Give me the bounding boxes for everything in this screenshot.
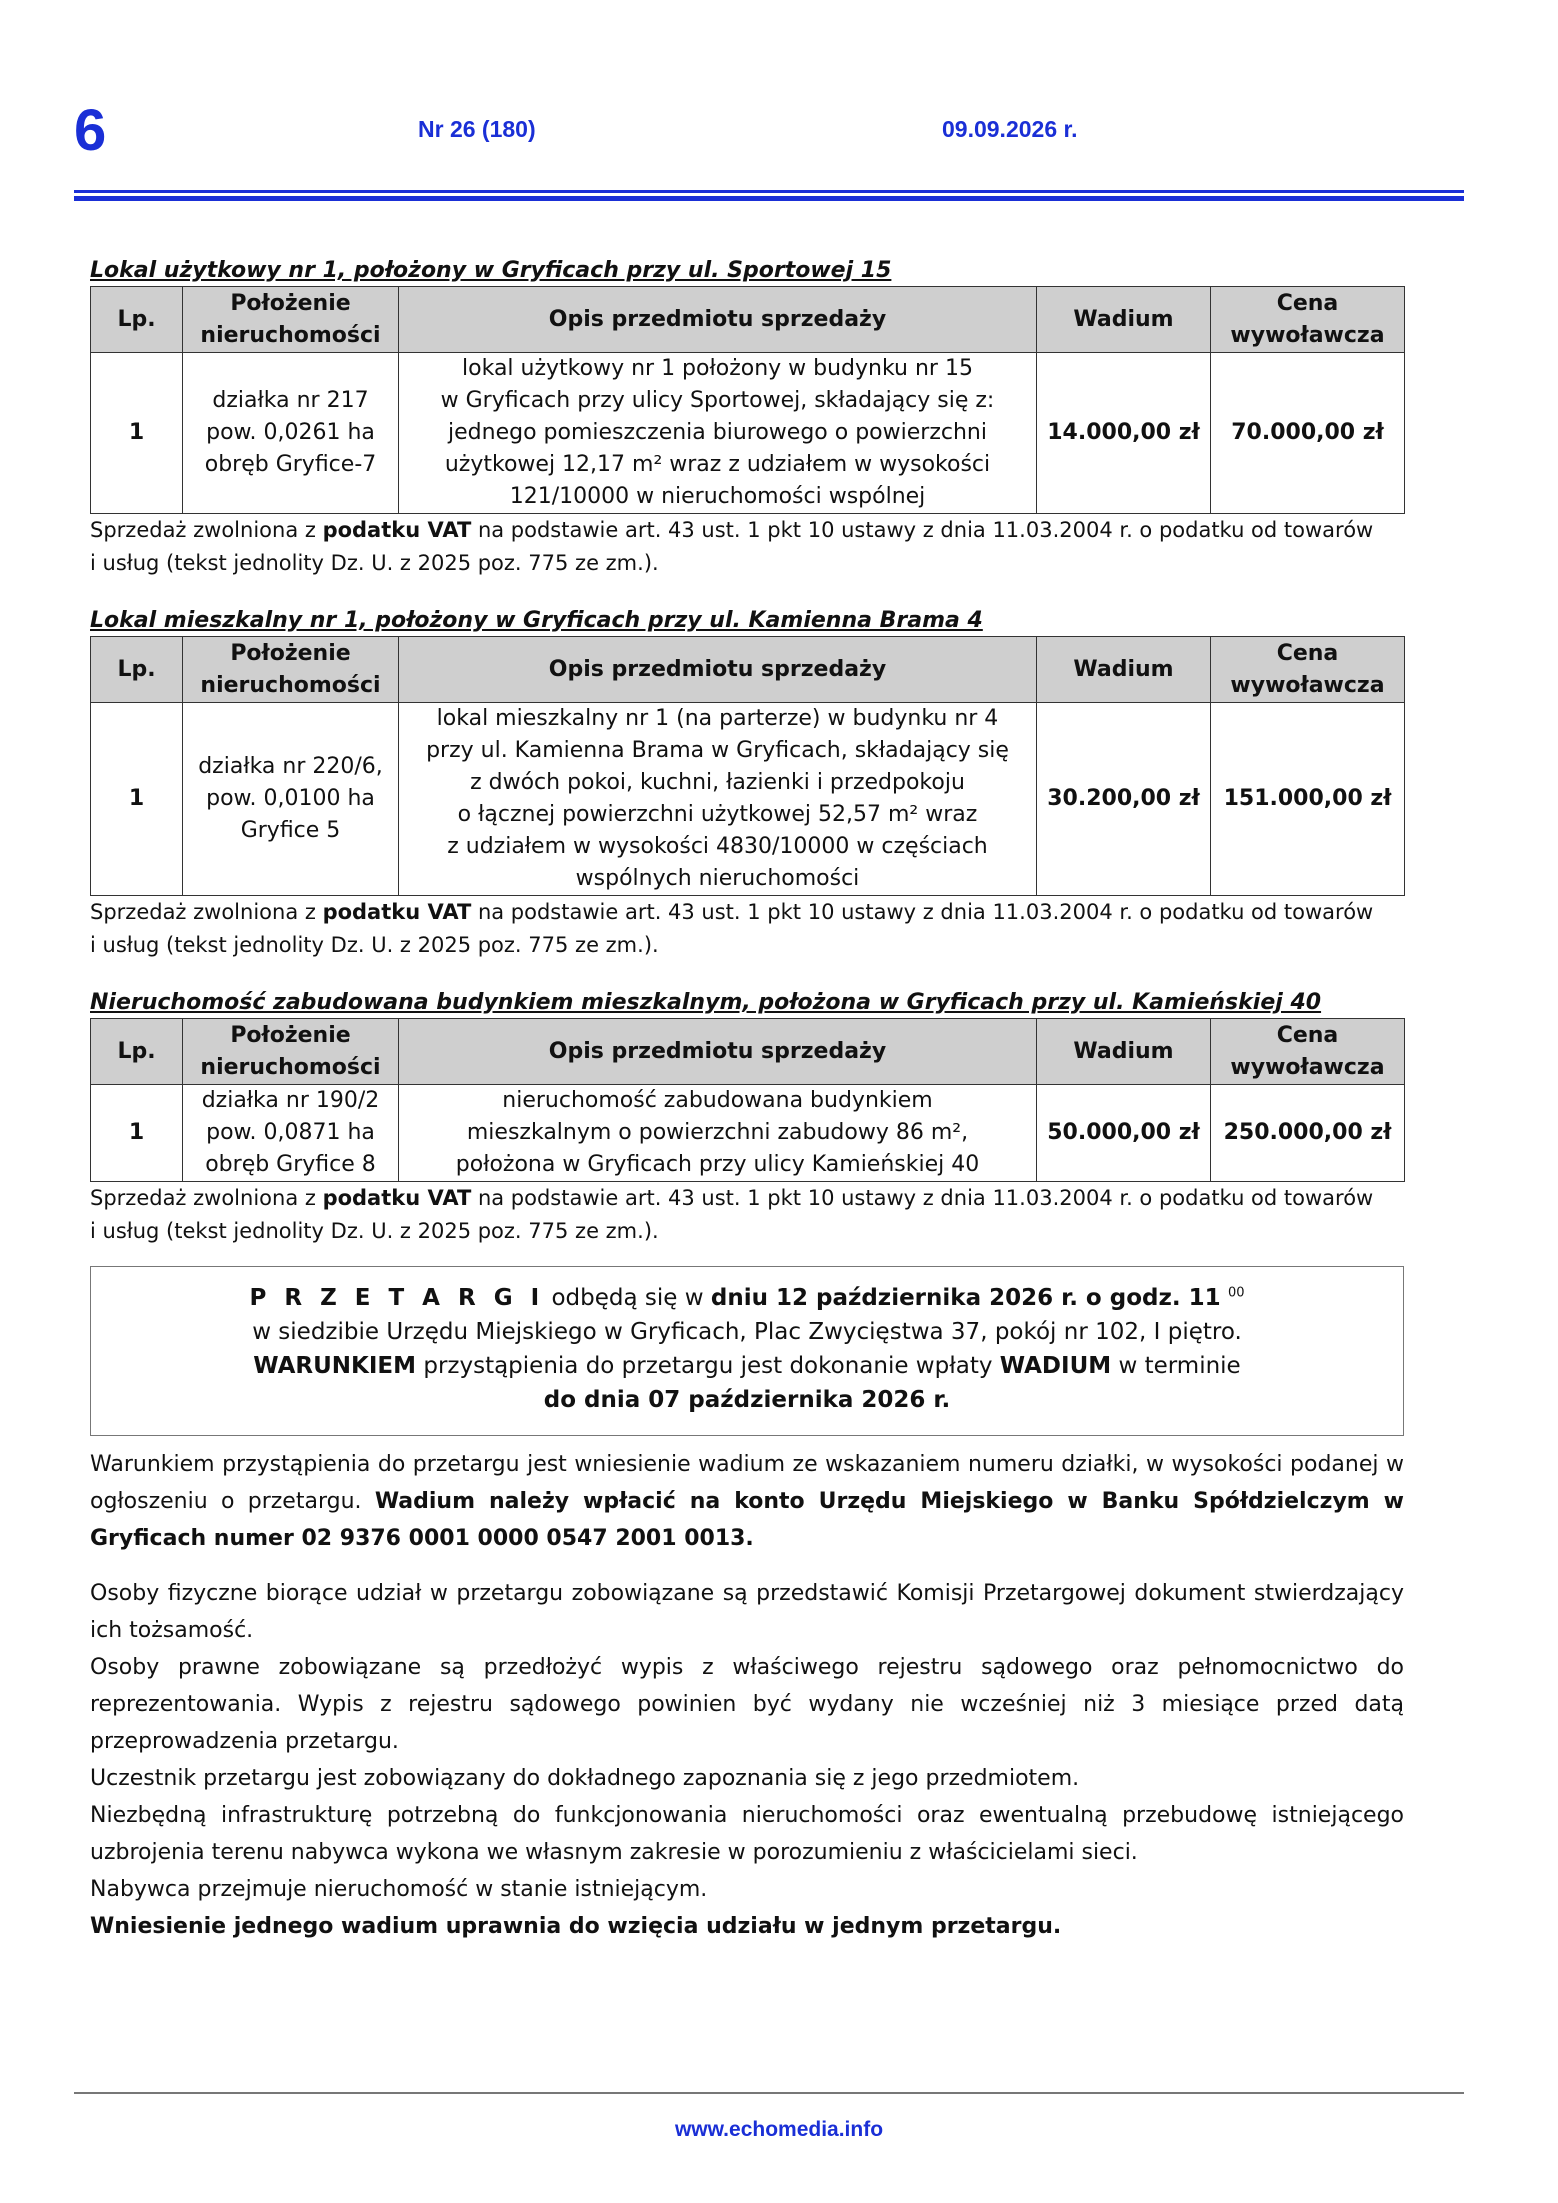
vat-bold: podatku VAT [322, 900, 472, 924]
paragraph-one-deposit [90, 1908, 1404, 1945]
header-location [183, 637, 399, 703]
paragraph-legal-persons: Osoby prawne zobowiązane są przedłożyć wypis z właściwego rejestru sądowego oraz pełnomocnictwo do reprezentowania. Wypis z rejestru sądowego powinien być wydany nie wcześniej niż 3 miesiące przed datą przeprowadzenia przetargu. [90, 1655, 1404, 1754]
notice-text: w terminie [1111, 1353, 1241, 1379]
header-location-line: nieruchomości [200, 1054, 381, 1080]
cell-deposit: 30.200,00 zł [1037, 703, 1211, 896]
description-line: 121/10000 w nieruchomości wspólnej [509, 484, 926, 509]
cell-lp: 1 [91, 703, 183, 896]
description-line: lokal mieszkalny nr 1 (na parterze) w budynku nr 4 [436, 706, 999, 731]
vat-note [90, 514, 1404, 580]
sale-table [90, 636, 1405, 896]
cell-lp: 1 [91, 353, 183, 514]
paragraph-bold: Wniesienie jednego wadium uprawnia do wzięcia udziału w jednym przetargu. [90, 1914, 1062, 1939]
cell-location [183, 1085, 399, 1182]
header-deposit: Wadium [1037, 1019, 1211, 1085]
bank-account-text: Wadium należy wpłacić na konto Urzędu Miejskiego w Banku Spółdzielczym w Gryficach numer 02 9376 0001 0000 0547 2001 0013. [90, 1489, 1404, 1551]
header-rule [74, 190, 1464, 193]
header-lp: Lp. [91, 1019, 183, 1085]
header-price [1211, 637, 1405, 703]
header-description: Opis przedmiotu sprzedaży [399, 287, 1037, 353]
header-location-line: nieruchomości [200, 672, 381, 698]
header-price-line: wywoławcza [1230, 322, 1385, 348]
table-row [91, 703, 1405, 896]
notice-deadline: do dnia 07 października 2026 r. [543, 1387, 951, 1413]
description-line: w Gryficach przy ulicy Sportowej, składający się z: [440, 388, 995, 413]
description-line: nieruchomość zabudowana budynkiem [502, 1088, 933, 1113]
vat-note [90, 1182, 1404, 1248]
footer-rule [74, 2092, 1464, 2094]
location-line: pow. 0,0261 ha [206, 420, 375, 445]
description-line: położona w Gryficach przy ulicy Kamieńskiej 40 [455, 1152, 980, 1177]
cell-lp: 1 [91, 1085, 183, 1182]
notice-text: odbędą się w [544, 1285, 711, 1311]
location-line: obręb Gryfice 8 [205, 1152, 376, 1177]
issue-date: 09.09.2026 r. [942, 116, 1078, 142]
location-line: działka nr 190/2 [201, 1088, 380, 1113]
description-line: lokal użytkowy nr 1 położony w budynku nr 15 [462, 356, 973, 381]
table-header-row [91, 637, 1405, 703]
sale-table [90, 286, 1405, 514]
description-line: z dwóch pokoi, kuchni, łazienki i przedpokoju [470, 770, 965, 795]
description-line: mieszkalnym o powierzchni zabudowy 86 m², [466, 1120, 969, 1145]
table-row [91, 1085, 1405, 1182]
sale-section [90, 988, 1404, 1248]
table-row [91, 353, 1405, 514]
description-line: jednego pomieszczenia biurowego o powierzchni [448, 420, 987, 445]
cell-description [399, 1085, 1037, 1182]
header-location [183, 287, 399, 353]
vat-text: na podstawie art. 43 ust. 1 pkt 10 ustawy z dnia 11.03.2004 r. o podatku od towarów [471, 1186, 1374, 1210]
page-number: 6 [74, 98, 107, 163]
location-line: obręb Gryfice-7 [204, 452, 377, 477]
notice-date: dniu 12 października 2026 r. o godz. 11 [710, 1285, 1221, 1311]
header-lp: Lp. [91, 637, 183, 703]
vat-text: i usług (tekst jednolity Dz. U. z 2025 poz. 775 ze zm.). [90, 1219, 659, 1243]
table-header-row [91, 1019, 1405, 1085]
description-line: przy ul. Kamienna Brama w Gryficach, składający się [426, 738, 1009, 763]
description-line: o łącznej powierzchni użytkowej 52,57 m² wraz [457, 802, 978, 827]
header-location-line: Położenie [230, 290, 351, 316]
paragraph-text: Warunkiem przystąpienia do przetargu jest wniesienie wadium ze wskazaniem numeru działki, w wysokości podanej w ogłoszeniu o przetargu. [90, 1452, 1404, 1514]
notice-bold: WADIUM [999, 1353, 1112, 1379]
header-rule-thick [74, 196, 1464, 201]
vat-note [90, 896, 1404, 962]
spacer [90, 1557, 1404, 1575]
cell-deposit: 14.000,00 zł [1037, 353, 1211, 514]
footer-link[interactable]: www.echomedia.info [674, 2118, 884, 2141]
table-header-row [91, 287, 1405, 353]
paragraph-natural-persons: Osoby fizyczne biorące udział w przetargu zobowiązane są przedstawić Komisji Przetargowej dokument stwierdzający ich tożsamość. [90, 1581, 1404, 1643]
location-line: Gryfice 5 [240, 818, 341, 843]
header-price-line: wywoławcza [1230, 1054, 1385, 1080]
notice-line: w siedzibie Urzędu Miejskiego w Gryficach, Plac Zwycięstwa 37, pokój nr 102, I piętro. [252, 1319, 1242, 1345]
sale-section [90, 256, 1404, 580]
sale-section [90, 606, 1404, 962]
vat-text: na podstawie art. 43 ust. 1 pkt 10 ustawy z dnia 11.03.2004 r. o podatku od towarów [471, 518, 1374, 542]
header-location-line: Położenie [230, 640, 351, 666]
header-price-line: Cena [1276, 1022, 1339, 1048]
header-description: Opis przedmiotu sprzedaży [399, 637, 1037, 703]
notice-line [101, 1281, 1393, 1315]
header-location-line: nieruchomości [200, 322, 381, 348]
section-title: Lokal mieszkalny nr 1, położony w Gryficach przy ul. Kamienna Brama 4 [90, 608, 983, 633]
cell-price: 70.000,00 zł [1211, 353, 1405, 514]
header-price [1211, 287, 1405, 353]
cell-location [183, 353, 399, 514]
description-line: z udziałem w wysokości 4830/10000 w częściach [447, 834, 988, 859]
location-line: działka nr 217 [212, 388, 369, 413]
vat-text: Sprzedaż zwolniona z [90, 900, 323, 924]
header-description: Opis przedmiotu sprzedaży [399, 1019, 1037, 1085]
header-price-line: Cena [1276, 640, 1339, 666]
notice-line [101, 1349, 1393, 1383]
vat-text: Sprzedaż zwolniona z [90, 1186, 323, 1210]
notice-text: przystąpienia do przetargu jest dokonanie wpłaty [416, 1353, 1000, 1379]
section-title: Lokal użytkowy nr 1, położony w Gryficach przy ul. Sportowej 15 [90, 258, 892, 283]
paragraph-infrastructure: Niezbędną infrastrukturę potrzebną do funkcjonowania nieruchomości oraz ewentualną przebudowę istniejącego uzbrojenia terenu nabywca wykona we własnym zakresie w porozumieniu z właścicielami sieci. [90, 1803, 1404, 1865]
paragraph-participant: Uczestnik przetargu jest zobowiązany do dokładnego zapoznania się z jego przedmiotem. [90, 1766, 1080, 1791]
vat-bold: podatku VAT [322, 518, 472, 542]
header-location [183, 1019, 399, 1085]
notice-bold: WARUNKIEM [253, 1353, 417, 1379]
cell-price: 250.000,00 zł [1211, 1085, 1405, 1182]
notice-minutes: 00 [1227, 1285, 1245, 1301]
cell-location [183, 703, 399, 896]
header-deposit: Wadium [1037, 637, 1211, 703]
header-price-line: wywoławcza [1230, 672, 1385, 698]
header-price-line: Cena [1276, 290, 1339, 316]
description-line: użytkowej 12,17 m² wraz z udziałem w wysokości [444, 452, 991, 477]
sale-table [90, 1018, 1405, 1182]
cell-description [399, 703, 1037, 896]
location-line: działka nr 220/6, [198, 754, 383, 779]
header-lp: Lp. [91, 287, 183, 353]
cell-price: 151.000,00 zł [1211, 703, 1405, 896]
notice-heading: P R Z E T A R G I [249, 1285, 545, 1311]
page-content [90, 256, 1404, 1945]
location-line: pow. 0,0100 ha [206, 786, 375, 811]
paragraph-deposit [90, 1446, 1404, 1557]
paragraph-condition: Nabywca przejmuje nieruchomość w stanie istniejącym. [90, 1877, 708, 1902]
cell-description [399, 353, 1037, 514]
vat-text: na podstawie art. 43 ust. 1 pkt 10 ustawy z dnia 11.03.2004 r. o podatku od towarów [471, 900, 1374, 924]
header-price [1211, 1019, 1405, 1085]
location-line: pow. 0,0871 ha [206, 1120, 375, 1145]
vat-bold: podatku VAT [322, 1186, 472, 1210]
description-line: wspólnych nieruchomości [575, 866, 860, 891]
vat-text: Sprzedaż zwolniona z [90, 518, 323, 542]
vat-text: i usług (tekst jednolity Dz. U. z 2025 poz. 775 ze zm.). [90, 551, 659, 575]
notice-line [101, 1383, 1393, 1417]
header-location-line: Położenie [230, 1022, 351, 1048]
auction-notice-box [90, 1266, 1404, 1436]
issue-number: Nr 26 (180) [418, 116, 536, 142]
header-deposit: Wadium [1037, 287, 1211, 353]
cell-deposit: 50.000,00 zł [1037, 1085, 1211, 1182]
section-title: Nieruchomość zabudowana budynkiem mieszkalnym, położona w Gryficach przy ul. Kamieńskiej 40 [90, 990, 1322, 1015]
vat-text: i usług (tekst jednolity Dz. U. z 2025 poz. 775 ze zm.). [90, 933, 659, 957]
